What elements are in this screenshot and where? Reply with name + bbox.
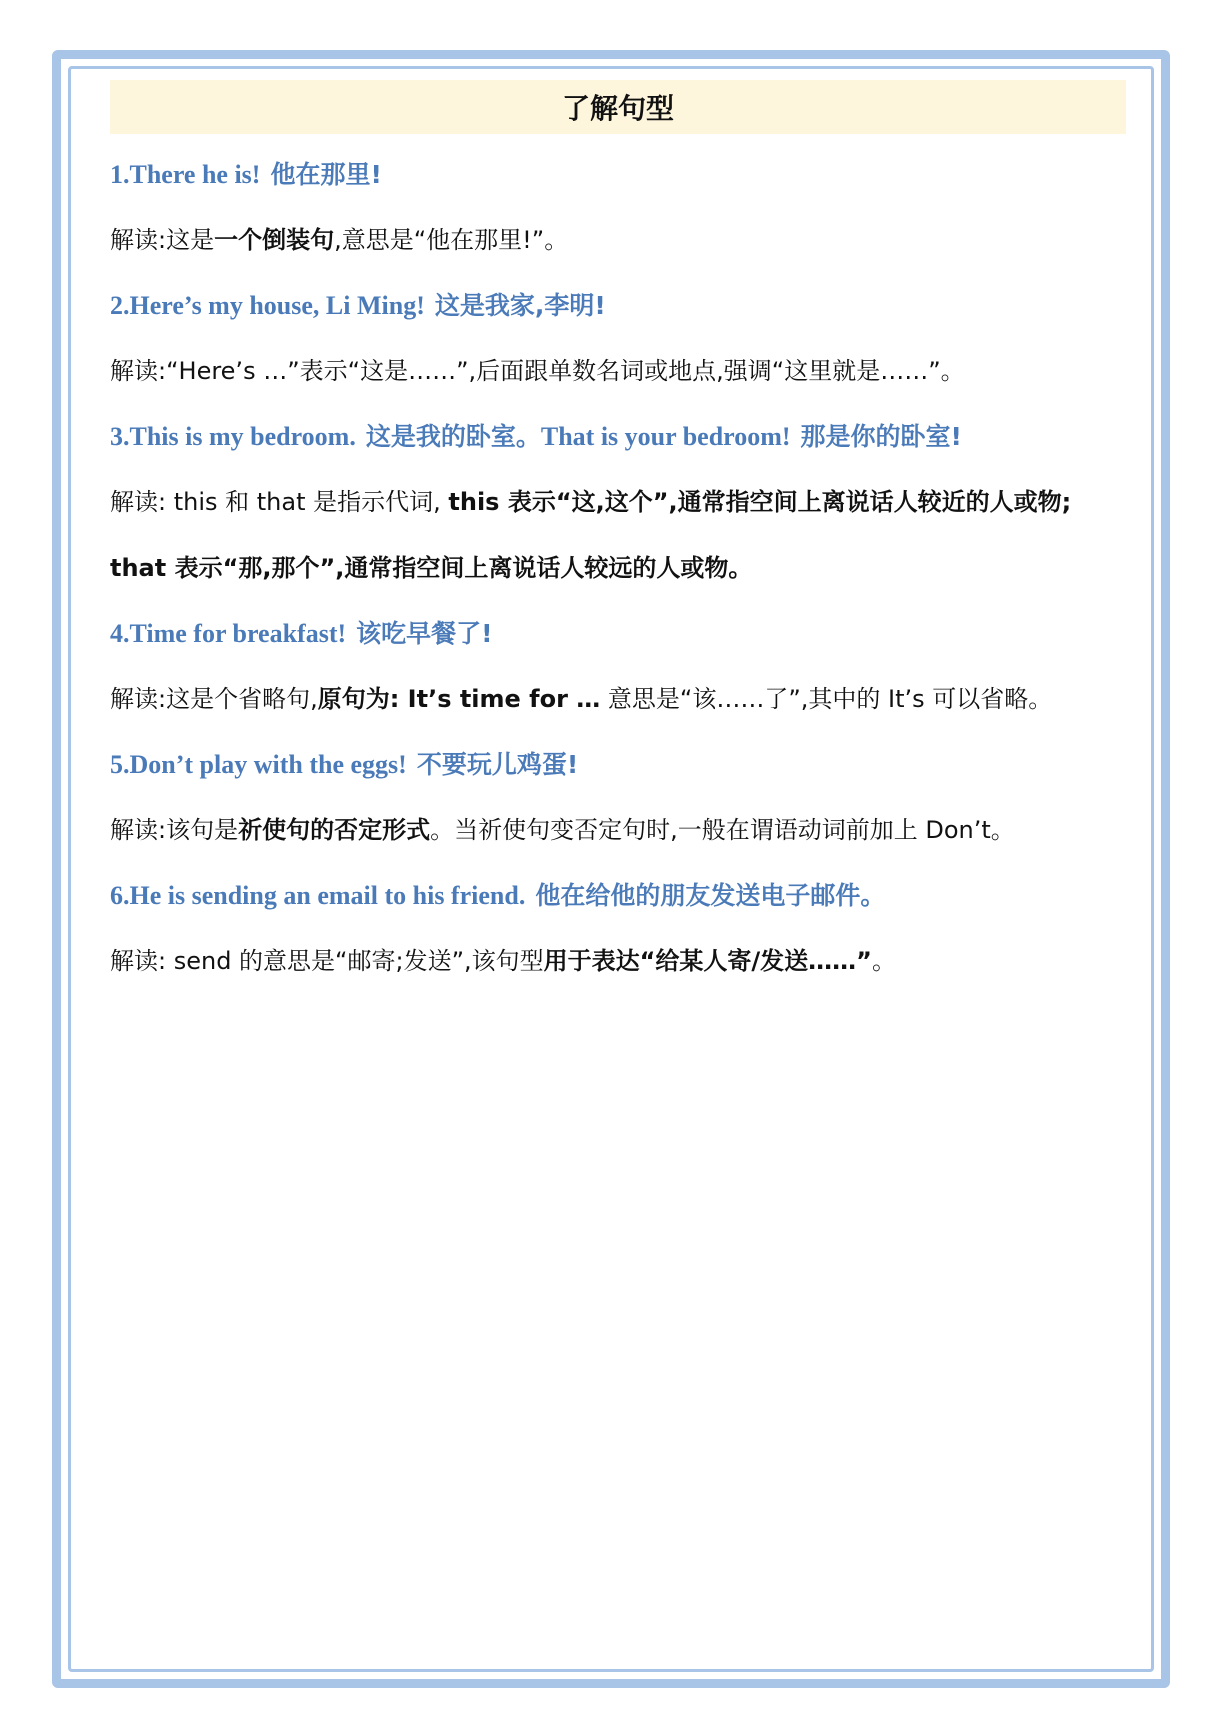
explanation-6 [110,928,1126,994]
explanation-bold: 祈使句的否定形式 [238,816,431,844]
explanation-text: 。当祈使句变否定句时,一般在谓语动词前加上 Don’t。 [430,816,1015,844]
sentence-heading-3 [110,404,1126,469]
sentence-en: 4.Time for breakfast! [110,619,347,648]
explanation-bold: 用于表达“给某人寄/发送……” [543,947,872,975]
explanation-text: 解读:该句是 [110,816,239,844]
sentence-cn: 不要玩儿鸡蛋! [416,750,579,779]
sentence-cn: 这是我的卧室。 [365,422,541,451]
sentence-en-2: That is your bedroom! [540,422,791,451]
sentence-cn: 他在那里! [270,160,382,189]
explanation-text: 。 [871,947,896,975]
explanation-text: 解读:这是个省略句, [110,685,318,713]
sentence-cn: 该吃早餐了! [356,619,493,648]
explanation-1 [110,207,1126,273]
sentence-cn: 他在给他的朋友发送电子邮件。 [535,881,886,910]
sentence-en: 1.There he is! [110,160,261,189]
explanation-2 [110,338,1126,404]
explanation-text: 解读:这是 [110,226,215,254]
sentence-heading-1 [110,142,1126,207]
explanation-text: 解读: this 和 that 是指示代词, [110,488,449,516]
sentence-cn: 这是我家,李明! [434,291,606,320]
document-content [110,80,1126,994]
sentence-heading-5 [110,732,1126,797]
sentence-heading-4 [110,601,1126,666]
explanation-text: 意思是“该……了”,其中的 It’s 可以省略。 [600,685,1053,713]
sentence-en: 5.Don’t play with the eggs! [110,750,407,779]
explanation-text: 解读: send 的意思是“邮寄;发送”,该句型 [110,947,544,975]
sentence-en: 2.Here’s my house, Li Ming! [110,291,425,320]
sentence-heading-6 [110,863,1126,928]
explanation-bold: 一个倒装句 [214,226,335,254]
explanation-bold: this 表示“这,这个”,通常指空间上离说话人较近的人或物; that 表示“那,那个”,通常指空间上离说话人较远的人或物。 [110,488,1072,582]
sentence-heading-2 [110,273,1126,338]
explanation-4 [110,666,1126,732]
page-title: 了解句型 [110,80,1126,134]
explanation-text: 解读:“Here’s …”表示“这是……”,后面跟单数名词或地点,强调“这里就是……”。 [110,357,965,385]
explanation-5 [110,797,1126,863]
sentence-cn-2: 那是你的卧室! [800,422,962,451]
explanation-bold: 原句为: It’s time for … [317,685,601,713]
explanation-text: ,意思是“他在那里!”。 [334,226,569,254]
sentence-en: 6.He is sending an email to his friend. [110,881,526,910]
explanation-3 [110,469,1126,601]
sentence-en: 3.This is my bedroom. [110,422,356,451]
